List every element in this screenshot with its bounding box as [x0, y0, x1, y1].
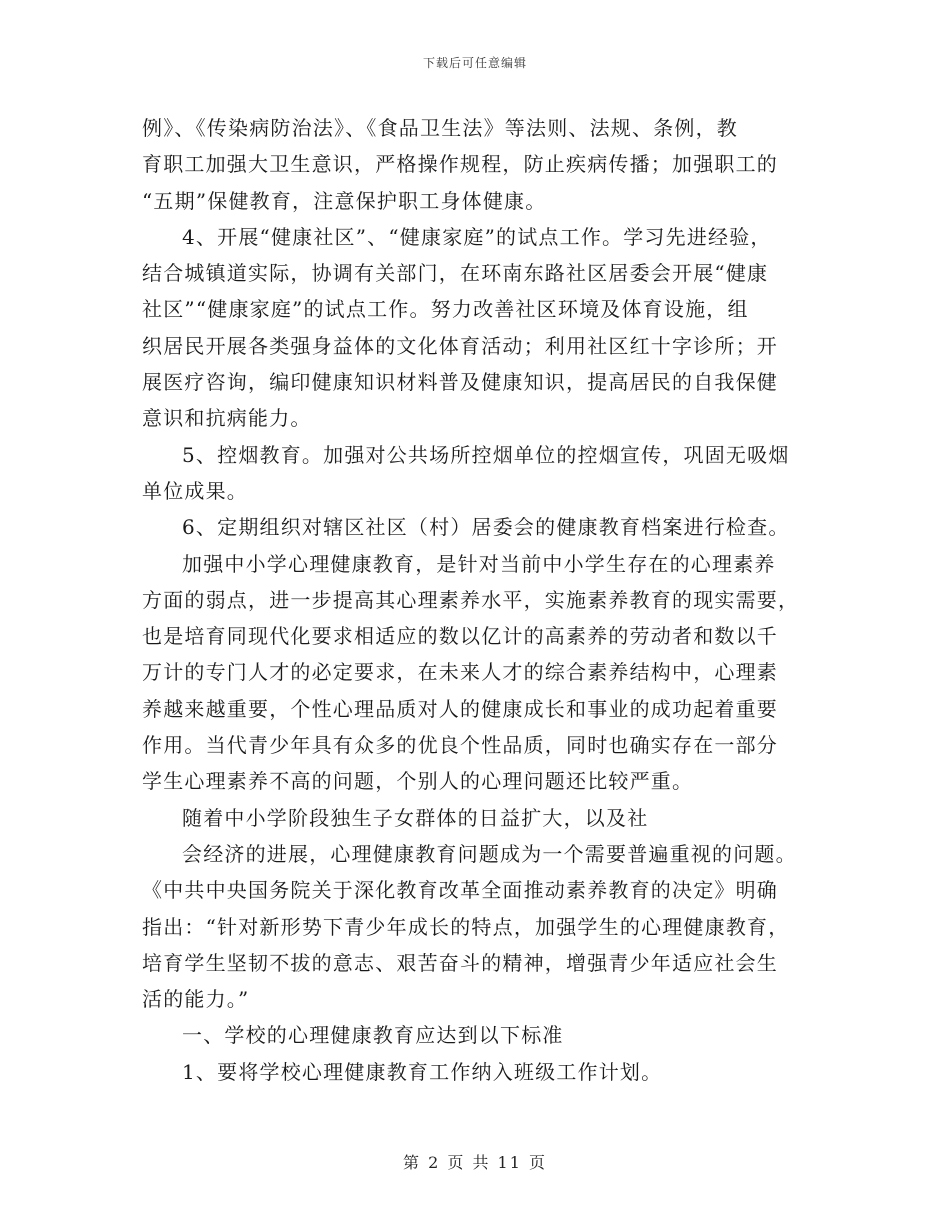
text-line: 活的能力。” [142, 987, 250, 1012]
text-line: 万计的专门人才的必定要求，在未来人才的综合素养结构中，心理素 [142, 660, 778, 685]
text-line: 社区”“健康家庭”的试点工作。努力改善社区环境及体育设施，组 [142, 297, 749, 322]
text-line: 育职工加强大卫生意识，严格操作规程，防止疾病传播；加强职工的 [142, 152, 778, 177]
text-line: 培育学生坚韧不拔的意志、艰苦奋斗的精神，增强青少年适应社会生 [142, 950, 778, 975]
text-line: 展医疗咨询，编印健康知识材料普及健康知识，提高居民的自我保健 [142, 370, 778, 395]
text-line: 加强中小学心理健康教育，是针对当前中小学生存在的心理素养 [182, 551, 776, 576]
text-line: 随着中小学阶段独生子女群体的日益扩大，以及社 [182, 805, 649, 830]
text-line: 会经济的进展，心理健康教育问题成为一个需要普遍重视的问题。 [182, 841, 797, 866]
text-line: 意识和抗病能力。 [142, 406, 312, 431]
text-line: 方面的弱点，进一步提高其心理素养水平，实施素养教育的现实需要， [142, 587, 800, 612]
text-line: 单位成果。 [142, 478, 248, 503]
text-line: 《中共中央国务院关于深化教育改革全面推动素养教育的决定》明确 [142, 878, 778, 903]
text-line: 织居民开展各类强身益体的文化体育活动；利用社区红十字诊所；开 [142, 333, 778, 358]
text-line: 例》、《传染病防治法》、《食品卫生法》等法则、法规、条例，教 [142, 116, 738, 140]
text-line: “五期”保健教育，注意保护职工身体健康。 [142, 188, 547, 213]
text-line: 作用。当代青少年具有众多的优良个性品质，同时也确实存在一部分 [142, 733, 778, 758]
section-heading: 一、学校的心理健康教育应达到以下标准 [182, 1023, 564, 1048]
text-line: 指出：“针对新形势下青少年成长的特点，加强学生的心理健康教育， [142, 914, 790, 939]
page-number: 第 2 页 共 11 页 [403, 1153, 547, 1172]
page-header: 下载后可任意编辑 [422, 56, 527, 70]
document-body [142, 112, 832, 1092]
text-line: 1、要将学校心理健康教育工作纳入班级工作计划。 [182, 1059, 663, 1084]
text-line: 6、定期组织对辖区社区（村）居委会的健康教育档案进行检查。 [182, 515, 790, 540]
text-line: 4、开展“健康社区”、“健康家庭”的试点工作。学习先进经验， [182, 224, 772, 249]
text-line: 养越来越重要，个性心理品质对人的健康成长和事业的成功起着重要 [142, 696, 778, 721]
text-line: 学生心理素养不高的问题，个别人的心理问题还比较严重。 [142, 769, 694, 794]
text-line: 5、控烟教育。加强对公共场所控烟单位的控烟宣传，巩固无吸烟 [182, 442, 790, 467]
text-line: 结合城镇道实际，协调有关部门，在环南东路社区居委会开展“健康 [142, 261, 769, 286]
text-line: 也是培育同现代化要求相适应的数以亿计的高素养的劳动者和数以千 [142, 624, 778, 649]
